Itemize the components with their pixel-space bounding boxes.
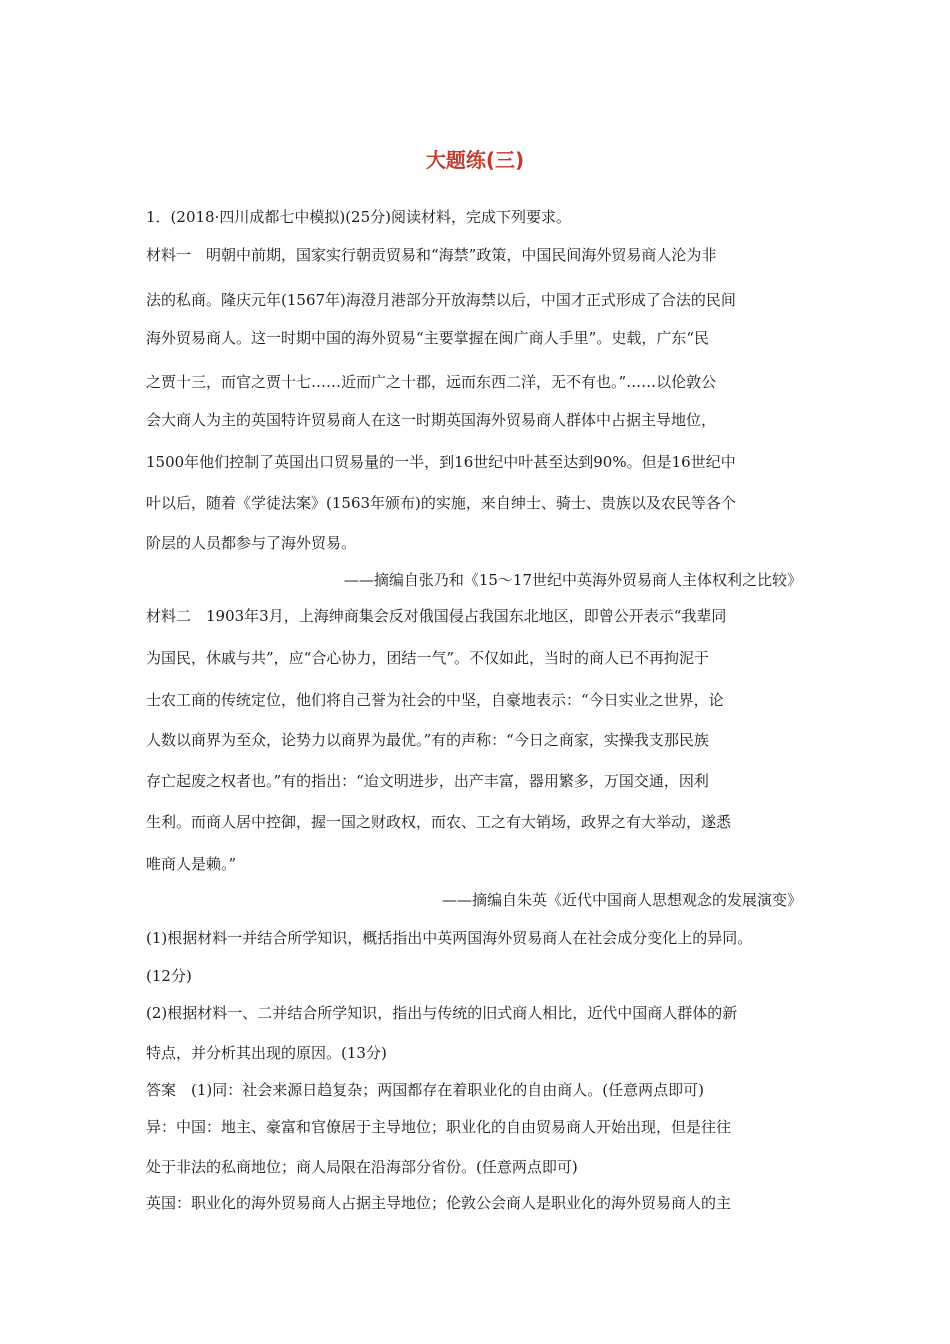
question-text: (12分) (146, 967, 192, 985)
material-text: 会大商人为主的英国特许贸易商人在这一时期英国海外贸易商人群体中占据主导地位， (146, 411, 717, 429)
material-text: 1500年他们控制了英国出口贸易量的一半，到16世纪中叶甚至达到90%。但是16世纪中 (146, 453, 736, 471)
material-text: 士农工商的传统定位，他们将自己誉为社会的中坚，自豪地表示：“今日实业之世界，论 (146, 691, 724, 709)
question-header: 1．(2018·四川成都七中模拟)(25分)阅读材料，完成下列要求。 (146, 208, 571, 226)
answer-text: 答案 (1)同：社会来源日趋复杂；两国都存在着职业化的自由商人。(任意两点即可) (146, 1081, 704, 1099)
material-text: 海外贸易商人。这一时期中国的海外贸易“主要掌握在闽广商人手里”。史载，广东“民 (146, 329, 710, 347)
answer-text: 处于非法的私商地位；商人局限在沿海部分省份。(任意两点即可) (146, 1158, 578, 1176)
question-text: (1)根据材料一并结合所学知识，概括指出中英两国海外贸易商人在社会成分变化上的异同。 (146, 929, 753, 947)
material-text: 阶层的人员都参与了海外贸易。 (146, 534, 357, 552)
material-text: 唯商人是赖。” (146, 855, 237, 873)
material-text: 人数以商界为至众，论势力以商界为最优。”有的声称：“今日之商家，实操我支那民族 (146, 731, 709, 749)
material-text: 材料一 明朝中前期，国家实行朝贡贸易和“海禁”政策，中国民间海外贸易商人沦为非 (146, 246, 717, 264)
question-text: (2)根据材料一、二并结合所学知识，指出与传统的旧式商人相比，近代中国商人群体的新 (146, 1004, 738, 1022)
material-text: 叶以后，随着《学徒法案》(1563年颁布)的实施，来自绅士、骑士、贵族以及农民等各个 (146, 494, 736, 512)
material-text: 为国民，休戚与共”，应“合心协力，团结一气”。不仅如此，当时的商人已不再拘泥于 (146, 649, 710, 667)
source-citation: ——摘编自张乃和《15～17世纪中英海外贸易商人主体权利之比较》 (343, 571, 802, 589)
page-title: 大题练(三) (425, 148, 525, 172)
material-text: 之贾十三，而官之贾十七……近而广之十郡，远而东西二洋，无不有也。”……以伦敦公 (146, 373, 717, 391)
answer-text: 异：中国：地主、豪富和官僚居于主导地位；职业化的自由贸易商人开始出现，但是往往 (146, 1118, 732, 1136)
material-text: 生利。而商人居中控御，握一国之财政权，而农、工之有大销场，政界之有大举动，遂悉 (146, 813, 732, 831)
material-text: 法的私商。隆庆元年(1567年)海澄月港部分开放海禁以后，中国才正式形成了合法的民间 (146, 291, 736, 309)
material-text: 存亡起废之权者也。”有的指出：“迨文明进步，出产丰富，器用繁多，万国交通，因利 (146, 772, 709, 790)
answer-text: 英国：职业化的海外贸易商人占据主导地位；伦敦公会商人是职业化的海外贸易商人的主 (146, 1194, 732, 1212)
question-text: 特点，并分析其出现的原因。(13分) (146, 1044, 387, 1062)
source-citation: ——摘编自朱英《近代中国商人思想观念的发展演变》 (441, 891, 802, 909)
material-text: 材料二 1903年3月，上海绅商集会反对俄国侵占我国东北地区，即曾公开表示“我辈同 (146, 607, 727, 625)
